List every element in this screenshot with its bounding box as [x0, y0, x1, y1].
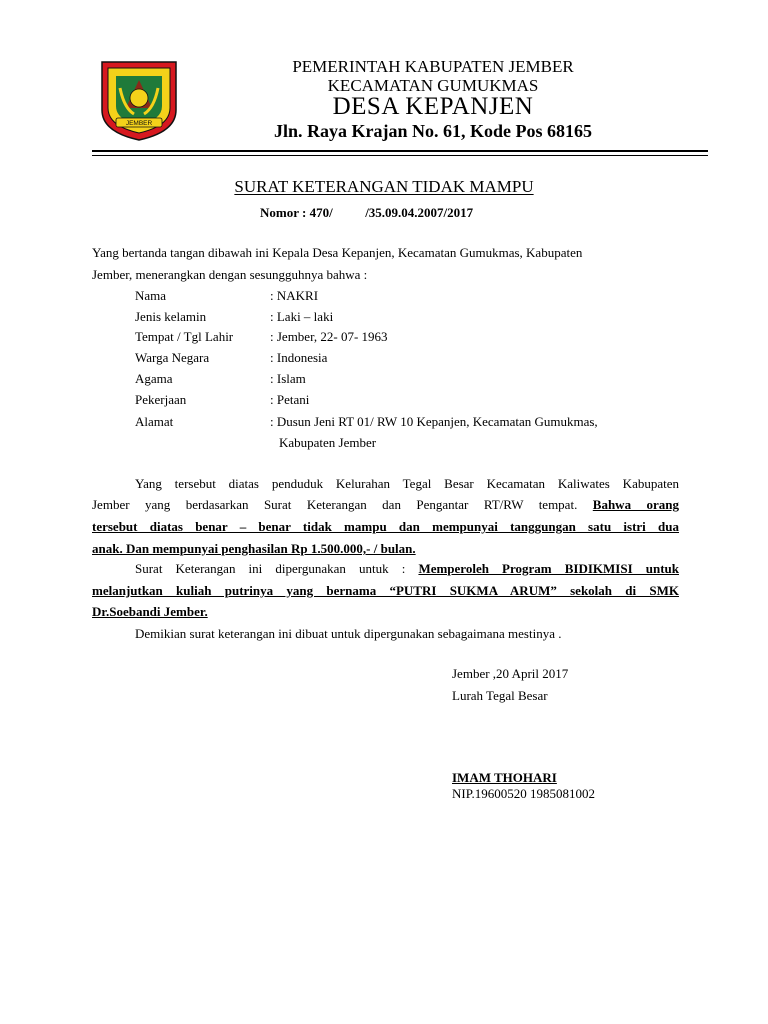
- intro-line-2: Jember, menerangkan dengan sesungguhnya bahwa :: [92, 267, 368, 282]
- para2-line-2-text: Jember yang berdasarkan Surat Keterangan dan Pengantar RT/RW tempat.: [92, 497, 578, 512]
- letter-number: Nomor : 470/ /35.09.04.2007/2017: [260, 205, 474, 220]
- jember-coat-of-arms-logo: [94, 58, 184, 142]
- letter-title: SURAT KETERANGAN TIDAK MAMPU: [234, 177, 534, 196]
- field-value-gender: : Laki – laki: [270, 309, 334, 324]
- field-label-birth: Tempat / Tgl Lahir: [135, 329, 234, 344]
- signature-position: Lurah Tegal Besar: [452, 688, 548, 703]
- letterhead-village: DESA KEPANJEN: [332, 93, 534, 120]
- para3-line-1: [135, 561, 679, 577]
- letterhead-divider-thin: [92, 155, 708, 156]
- para2-line-1: Yang tersebut diatas penduduk Kelurahan Tegal Besar Kecamatan Kaliwates Kabupaten: [135, 476, 679, 491]
- field-value-occupation: : Petani: [270, 392, 310, 407]
- para2-line-2-emphasis: Bahwa orang: [592, 497, 680, 512]
- field-value-religion: : Islam: [270, 371, 306, 386]
- para2-line-4: anak. Dan mempunyai penghasilan Rp 1.500.000,- / bulan.: [92, 541, 416, 556]
- intro-line-1: Yang bertanda tangan dibawah ini Kepala Desa Kepanjen, Kecamatan Gumukmas, Kabupaten: [92, 245, 583, 260]
- para2-line-3: tersebut diatas benar – benar tidak mampu dan mempunyai tanggungan satu istri dua: [92, 519, 679, 534]
- field-label-nationality: Warga Negara: [135, 350, 210, 365]
- para3-line-1-emphasis: Memperoleh Program BIDIKMISI untuk: [418, 561, 679, 576]
- para3-line-2: melanjutkan kuliah putrinya yang bernama “PUTRI SUKMA ARUM” sekolah di SMK: [92, 583, 679, 598]
- letterhead-divider-thick: [92, 150, 708, 152]
- letterhead-government: PEMERINTAH KABUPATEN JEMBER: [292, 57, 574, 76]
- closing-statement: Demikian surat keterangan ini dibuat untuk dipergunakan sebagaimana mestinya .: [135, 626, 562, 641]
- field-value-birth: : Jember, 22- 07- 1963: [270, 329, 388, 344]
- field-value-name: : NAKRI: [270, 288, 319, 303]
- signature-nip: NIP.19600520 1985081002: [452, 786, 596, 801]
- field-label-name: Nama: [135, 288, 167, 303]
- field-value-address-cont: Kabupaten Jember: [279, 435, 377, 450]
- logo-banner-text: JEMBER: [125, 120, 153, 127]
- signature-place-date: Jember ,20 April 2017: [452, 666, 569, 681]
- field-value-nationality: : Indonesia: [270, 350, 328, 365]
- signature-name: IMAM THOHARI: [452, 770, 557, 785]
- field-label-religion: Agama: [135, 371, 173, 386]
- para2-line-2: [92, 497, 679, 513]
- letterhead-address: Jln. Raya Krajan No. 61, Kode Pos 68165: [273, 121, 592, 141]
- field-label-address: Alamat: [135, 414, 174, 429]
- field-label-gender: Jenis kelamin: [135, 309, 207, 324]
- field-value-address: : Dusun Jeni RT 01/ RW 10 Kepanjen, Kecamatan Gumukmas,: [270, 414, 598, 429]
- letterhead-district: KECAMATAN GUMUKMAS: [327, 76, 539, 95]
- para3-line-1-text: Surat Keterangan ini dipergunakan untuk :: [135, 561, 406, 576]
- para3-line-3: Dr.Soebandi Jember.: [92, 604, 208, 619]
- field-label-occupation: Pekerjaan: [135, 392, 187, 407]
